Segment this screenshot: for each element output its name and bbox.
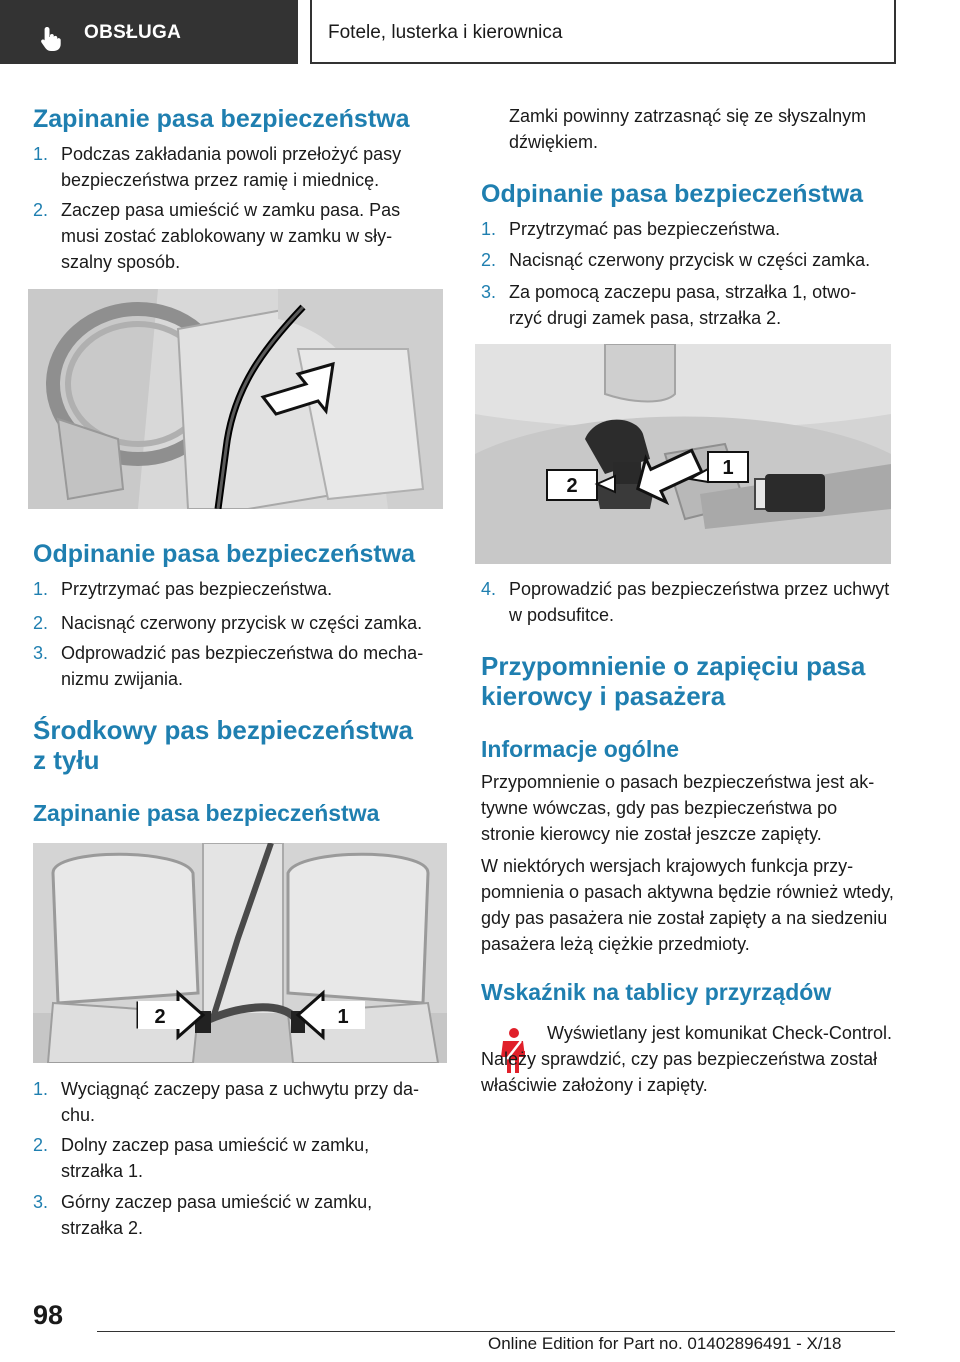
figure-center-belt — [33, 843, 447, 1063]
figure-label-1: 1 — [722, 457, 734, 479]
heading-center-fasten: Zapinanie pasa bezpieczeństwa — [33, 800, 380, 826]
list-item: 3. Górny zaczep pasa umieścić w zamku, strzałka 2. — [33, 1192, 373, 1238]
general-paragraph-1: Przypomnienie o pasach bezpieczeństwa jest aktywne wówczas, gdy pas bezpieczeństwa po stronie kierowcy nie został jeszcze zapięty. — [481, 772, 875, 844]
heading-center-belt: Środkowy pas bezpieczeństwa z tyłu — [33, 715, 414, 775]
general-paragraph-2: W niektórych wersjach krajowych funkcja przypomnienia o pasach aktywna będzie również wtedy, gdy pas pasażera nie został zapięty a na siedzeniu pasażera leżą ciężkie przedmioty. — [481, 856, 894, 954]
heading-reminder: Przypomnienie o zapięciu pasa kierowcy i pasażera — [481, 651, 866, 711]
heading-indicator: Wskaźnik na tablicy przyrządów — [481, 979, 832, 1005]
list-item: 1. Wyciągnąć zaczepy pasa z uchwytu przy dachu. — [33, 1079, 420, 1125]
heading-fasten: Zapinanie pasa bezpieczeństwa — [33, 105, 410, 133]
left-column — [33, 0, 445, 1300]
list-item: 1. Przytrzymać pas bezpieczeństwa. — [33, 579, 333, 599]
figure-label-2: 2 — [154, 1006, 166, 1028]
list-item: 2. Nacisnąć czerwony przycisk w części zamka. — [33, 613, 423, 633]
list-item: 1. Przytrzymać pas bezpieczeństwa. — [481, 219, 781, 239]
right-column — [481, 0, 895, 1300]
list-item: 1. Podczas zakładania powoli przełożyć pasy bezpieczeństwa przez ramię i miednicę. — [33, 144, 402, 190]
list-item: 2. Dolny zaczep pasa umieścić w zamku, strzałka 1. — [33, 1135, 370, 1181]
list-item: 3. Za pomocą zaczepu pasa, strzałka 1, otworzyć drugi zamek pasa, strzałka 2. — [481, 282, 857, 328]
figure-label-1: 1 — [337, 1006, 349, 1028]
header-chapter-label: Fotele, lusterka i kierownica — [328, 22, 563, 43]
list-item: 3. Odprowadzić pas bezpieczeństwa do mechanizmu zwijania. — [33, 643, 424, 689]
list-item: 2. Zaczep pasa umieścić w zamku pasa. Pas musi zostać zablokowany w zamku w słyszalny sposób. — [33, 200, 401, 272]
heading-unfasten: Odpinanie pasa bezpieczeństwa — [33, 540, 416, 568]
figure-belt-shoulder — [28, 289, 443, 509]
figure-label-2: 2 — [566, 475, 578, 497]
header-section-label: OBSŁUGA — [84, 22, 182, 43]
list-item: 4. Poprowadzić pas bezpieczeństwa przez uchwyt w podsufitce. — [481, 579, 890, 625]
footer-edition: Online Edition for Part no. 01402896491 - X/18 — [488, 1334, 842, 1353]
indicator-text: Wyświetlany jest komunikat Check-Control. Należy sprawdzić, czy pas bezpieczeństwa został właściwie założony i zapięty. — [481, 1023, 892, 1095]
continuation-text: Zamki powinny zatrzasnąć się ze słyszalnym dźwiękiem. — [509, 106, 867, 152]
list-item: 2. Nacisnąć czerwony przycisk w części zamka. — [481, 250, 871, 270]
footer-divider — [97, 1331, 895, 1332]
page-number: 98 — [33, 1300, 64, 1330]
heading-unfasten-center: Odpinanie pasa bezpieczeństwa — [481, 180, 864, 208]
figure-buckle-release — [475, 344, 891, 564]
heading-general-info: Informacje ogólne — [481, 736, 680, 762]
